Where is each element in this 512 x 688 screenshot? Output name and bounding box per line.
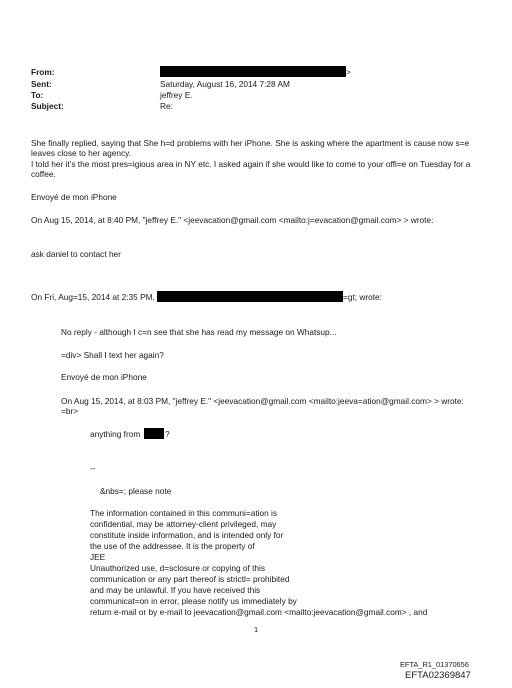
to-label: To: [31,90,44,100]
nested-line-1: No reply - although I c=n see that she has read my message on Whatsup... [61,327,337,337]
disclaimer-line: confidential, may be attorney-client privileged, may [90,519,277,529]
disclaimer-line: constitute inside information, and is intended only for [90,530,284,540]
quote-3-line-1: On Aug 15, 2014, at 8:03 PM, "jeffrey E." <jeevacation@gmail.com <mailto:jeeva=ation@gmail.com> > wrote: [61,396,464,406]
disclaimer-line: JEE [90,552,106,562]
quote-2-suffix: =gt; wrote: [343,292,382,302]
nested-line-2: =div> Shall I text her again? [61,350,164,360]
quote-2-prefix: On Fri, Aug=15, 2014 at 2:35 PM, [31,292,155,302]
body-line-1: She finally replied, saying that She h=d problems with her iPhone. She is asking where the apartment is cause now s=e [31,138,470,148]
disclaimer-line: the use of the addressee. It is the property of [90,541,255,551]
from-suffix: > [346,67,351,77]
nested-signature: Envoyé de mon iPhone [61,372,147,382]
redaction-quote-2 [157,291,343,302]
anything-prefix: anything from [90,429,141,439]
subject-value: Re: [160,101,173,111]
reply-1: ask daniel to contact her [31,249,121,259]
redaction-from [160,66,346,77]
bates-number-1: EFTA_R1_01370656 [400,660,469,669]
to-value: jeffrey E. [160,90,193,100]
body-line-4: coffee. [31,169,56,179]
sent-value: Saturday, August 16, 2014 7:28 AM [160,79,290,89]
disclaimer-line: communicat=on in error, please notify us immediately by [90,596,297,606]
page-number: 1 [254,625,259,634]
bates-number-2: EFTA02369847 [405,670,471,681]
from-label: From: [31,67,55,77]
redaction-name [144,428,164,439]
please-note: &nbs=; please note [100,486,172,496]
signature-1: Envoyé de mon iPhone [31,192,117,202]
anything-suffix: ? [165,429,170,439]
quote-1-header: On Aug 15, 2014, at 8:40 PM, "jeffrey E." <jeevacation@gmail.com <mailto:j=evacation@gmail.com> > wrote: [31,215,434,225]
disclaimer-line: and may be unlawful. If you have received this [90,585,261,595]
quote-3-line-2: =br> [61,406,79,416]
disclaimer-line: return e-mail or by e-mail to jeevacation@gmail.com <mailto:jeevacation@gmail.com> , and [90,607,428,617]
disclaimer-line: The information contained in this communi=ation is [90,508,278,518]
dashes: -- [90,463,96,473]
body-line-2: leaves close to her agency. [31,148,131,158]
sent-label: Sent: [31,79,52,89]
disclaimer-line: Unauthorized use, d=sclosure or copying of this [90,563,266,573]
body-line-3: I told her it's the most pres=igious area in NY etc. I asked again if she would like to come to your offi=e on Tuesday for a [31,159,471,169]
subject-label: Subject: [31,101,64,111]
disclaimer-line: communication or any part thereof is strictl= prohibited [90,574,290,584]
